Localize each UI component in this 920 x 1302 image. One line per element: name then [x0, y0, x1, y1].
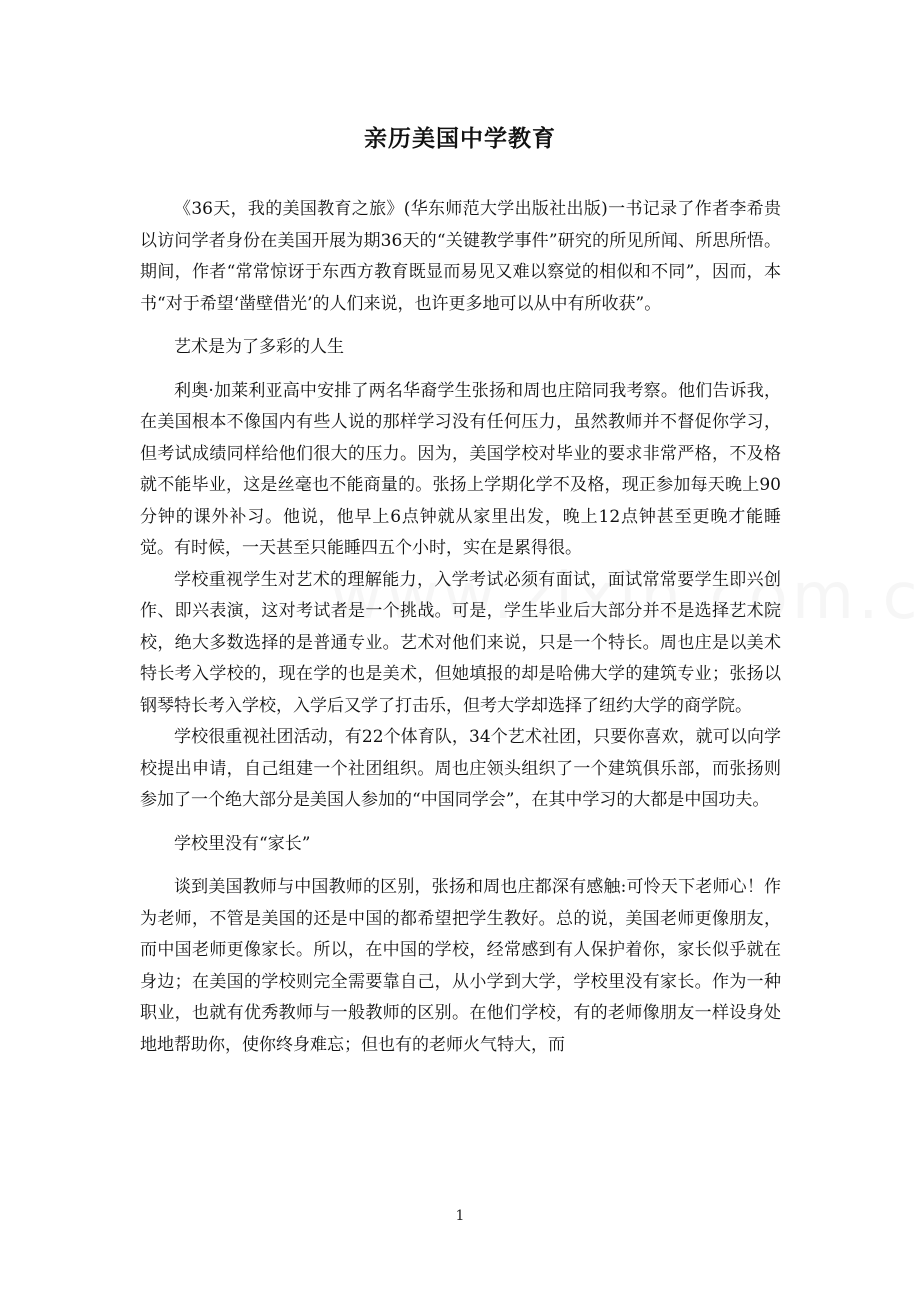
paragraph-teachers: 谈到美国教师与中国教师的区别，张扬和周也庄都深有感触:可怜天下老师心！作为老师，不管是美国的还是中国的都希望把学生教好。总的说，美国老师更像朋友，而中国老师更像家长。所以，在中国的学校，经常感到有人保护着你，家长似乎就在身边；在美国的学校则完全需要靠自己，从小学到大学，学校里没有家长。作为一种职业，也就有优秀教师与一般教师的区别。在他们学校，有的老师像朋友一样设身处地地帮助你，使你终身难忘；但也有的老师火气特大，而: [140, 877, 781, 1055]
section-heading-art: 艺术是为了多彩的人生: [174, 337, 344, 357]
paragraph-clubs: 学校很重视社团活动，有22个体育队，34个艺术社团，只要你喜欢，就可以向学校提出申请，自己组建一个社团组织。周也庄领头组织了一个建筑俱乐部，而张扬则参加了一个绝大部分是美国人参加的“中国同学会”，在其中学习的大都是中国功夫。: [140, 727, 781, 810]
section-heading-no-parents: 学校里没有“家长”: [174, 833, 311, 854]
paragraph-intro: 《36天，我的美国教育之旅》(华东师范大学出版社出版)一书记录了作者李希贵以访问学者身份在美国开展为期36天的“关键教学事件”研究的所见所闻、所思所悟。期间，作者“常常惊讶于东西方教育既显而易见又难以察觉的相似和不同”，因而，本书“对于希望‘凿壁借光’的人们来说，也许更多地可以从中有所收获”。: [140, 199, 781, 314]
paragraph-students-pressure: 利奥·加莱利亚高中安排了两名华裔学生张扬和周也庄陪同我考察。他们告诉我，在美国根本不像国内有些人说的那样学习没有任何压力，虽然教师并不督促你学习，但考试成绩同样给他们很大的压力。因为，美国学校对毕业的要求非常严格，不及格就不能毕业，这是丝毫也不能商量的。张扬上学期化学不及格，现正参加每天晚上90分钟的课外补习。他说，他早上6点钟就从家里出发，晚上12点钟甚至更晚才能睡觉。有时候，一天甚至只能睡四五个小时，实在是累得很。: [140, 380, 781, 558]
document-body: [140, 194, 781, 1061]
document-title: 亲历美国中学教育: [364, 126, 556, 152]
paragraph-art-ability: 学校重视学生对艺术的理解能力，入学考试必须有面试，面试常常要学生即兴创作、即兴表演，这对考试者是一个挑战。可是，学生毕业后大部分并不是选择艺术院校，绝大多数选择的是普通专业。艺术对他们来说，只是一个特长。周也庄是以美术特长考入学校的，现在学的也是美术，但她填报的却是哈佛大学的建筑专业；张扬以钢琴特长考入学校，入学后又学了打击乐，但考大学却选择了纽约大学的商学院。: [140, 569, 781, 716]
page-number: 1: [455, 1208, 465, 1224]
